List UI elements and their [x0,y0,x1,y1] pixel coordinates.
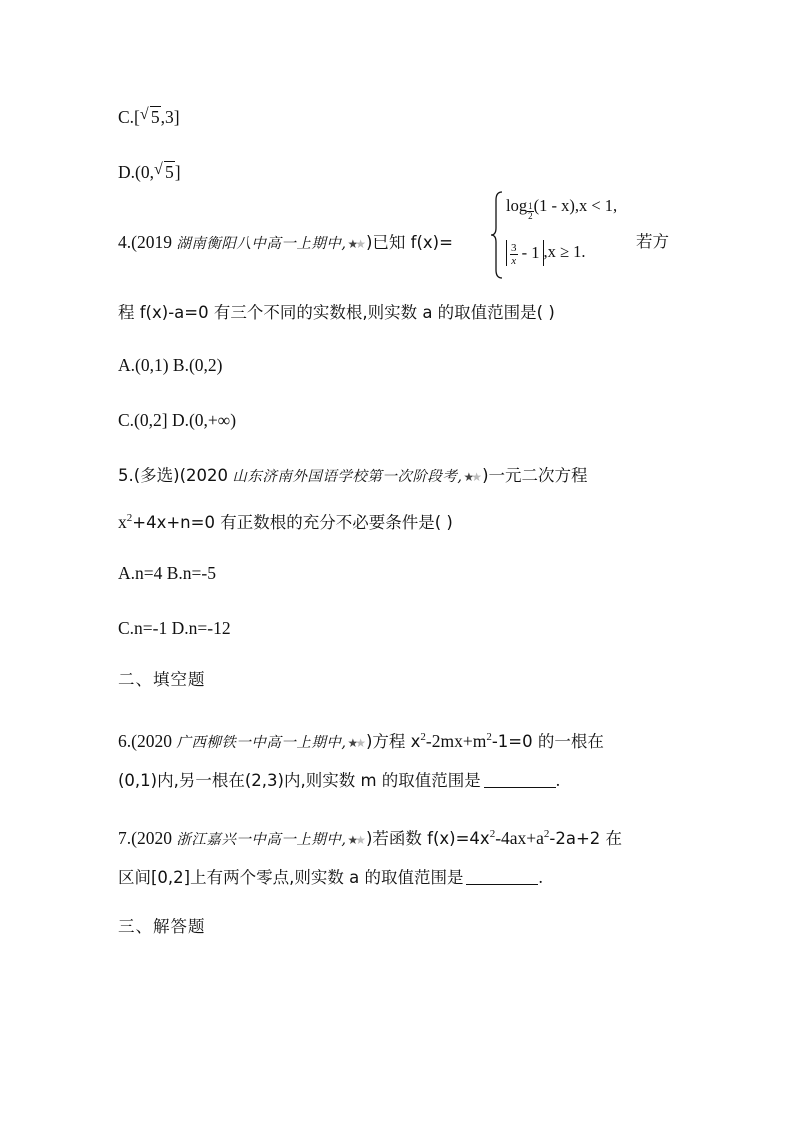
section-heading-fill-in: 二、填空题 [118,670,206,689]
difficulty-stars-icon: ★★ [463,470,480,484]
q7-text-b: -4ax+a [495,828,544,848]
piece-1-expr: (1 - x),x < 1, [533,196,618,215]
difficulty-stars-icon: ★★ [347,736,363,750]
q7-line2-end: . [538,867,543,887]
answer-blank[interactable] [484,770,556,788]
q4-options-cd: C.(0,2] D.(0,+∞) [118,410,237,430]
q7-text-a: )若函数 f(x)=4x [365,829,490,848]
log-base-den: 2 [528,211,533,221]
q7-text-c: -2a+2 在 [549,829,623,848]
superscript: 2 [486,731,492,743]
q5-stem-line2 [118,506,453,535]
q6-line2: (0,1)内,另一根在(2,3)内,则实数 m 的取值范围是 [118,771,481,790]
fraction [510,242,518,267]
sqrt-symbol: √ 5 [139,106,160,127]
question-source: 浙江嘉兴一中高一上期中, [176,832,347,848]
q7-stem-line2 [118,865,543,890]
q3-option-d-prefix: D.(0, [118,162,154,182]
q4-stem-line1 [118,230,453,256]
q6-text-c: -1=0 的一根在 [491,732,604,751]
superscript: 2 [543,828,550,840]
q3-option-c-prefix: C.[ [118,107,140,127]
question-source: 山东济南外国语学校第一次阶段考, [232,469,463,485]
question-number: 5.(多选)(2020 [118,466,229,485]
piece-2 [506,240,586,266]
answer-blank[interactable] [466,867,538,885]
q4-line2: 程 f(x)-a=0 有三个不同的实数根,则实数 a 的取值范围是( ) [118,303,555,322]
superscript: 2 [489,828,496,840]
sqrt-arg: 5 [164,162,174,182]
absolute-value [506,240,544,266]
frac-num: 3 [511,241,517,254]
q3-option-c-suffix: ,3] [160,107,180,127]
sqrt-arg: 5 [150,107,160,127]
piece-2-mid: - 1 [521,243,540,262]
q5-line2-a: x [118,512,127,532]
difficulty-stars-icon: ★★ [347,237,363,251]
q4-text-end: 若方 [636,232,669,251]
q4-text: )已知 f(x)= [365,233,453,252]
section-heading-answer: 三、解答题 [118,917,206,936]
q5-text: )一元二次方程 [482,466,588,485]
log-label: log [506,196,528,215]
question-source: 广西柳铁一中高一上期中, [176,735,347,751]
question-number: 6.(2020 [118,731,172,751]
difficulty-stars-icon: ★★ [347,833,363,847]
q6-stem-line1 [118,725,604,755]
q6-text-a: )方程 x [365,732,421,751]
question-number: 7.(2020 [118,828,172,848]
q6-text-b: -2mx+m [425,731,487,751]
question-number: 4.(2019 [118,232,172,252]
q3-option-d [118,160,181,184]
q7-stem-line1 [118,822,622,852]
piecewise-function [490,190,650,280]
q4-stem-line2 [118,300,555,325]
q7-line2: 区间[0,2]上有两个零点,则实数 a 的取值范围是 [118,868,464,887]
q3-option-d-suffix: ] [174,162,181,182]
q6-stem-line2 [118,768,560,793]
q5-options-ab: A.n=4 B.n=-5 [118,563,217,583]
q6-line2-end: . [555,770,561,790]
superscript: 2 [420,731,426,743]
log-base-num: 1 [528,201,533,211]
q5-line2-b: +4x+n=0 有正数根的充分不必要条件是( ) [132,513,453,532]
left-brace-icon [490,190,504,280]
q5-options-cd: C.n=-1 D.n=-12 [118,618,231,638]
q5-stem-line1 [118,463,588,489]
superscript: 2 [126,512,133,524]
frac-den: x [511,254,517,267]
piece-2-cond: ,x ≥ 1. [543,241,586,261]
piece-1 [506,196,617,221]
q4-options-ab: A.(0,1) B.(0,2) [118,355,223,375]
question-source: 湖南衡阳八中高一上期中, [176,236,347,252]
sqrt-symbol: √ 5 [153,161,174,182]
q3-option-c [118,105,180,129]
